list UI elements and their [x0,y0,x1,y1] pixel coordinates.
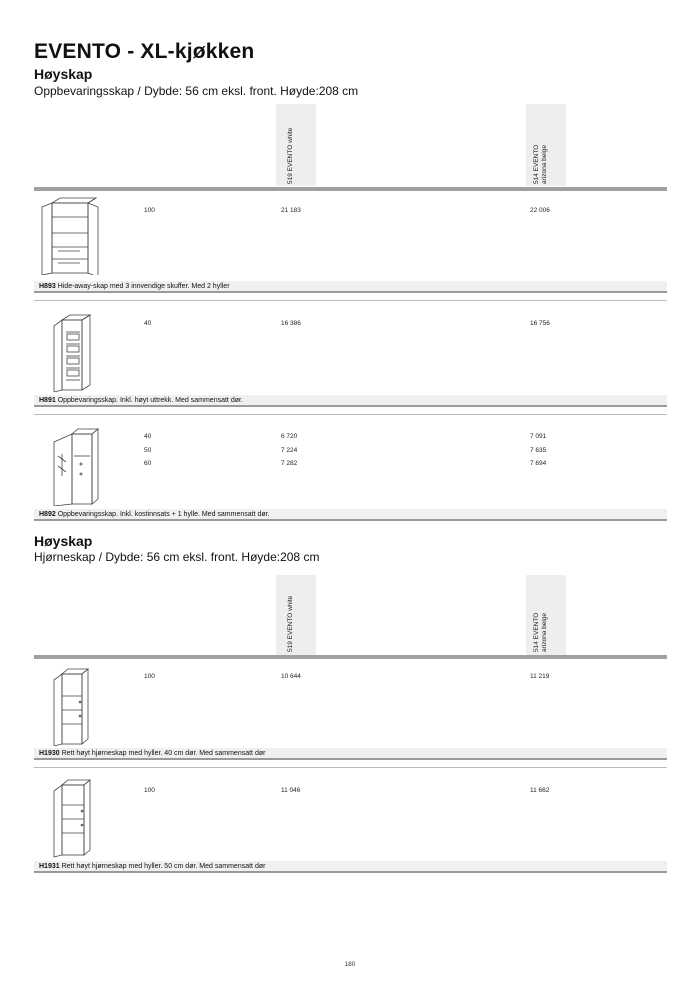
product-code: H1931 [39,863,60,870]
price-beige-cell: 11 219 [530,673,550,680]
product-code: H1930 [39,750,60,757]
product-description: Rett høyt hjørneskap med hyller. 40 cm dør. Med sammensatt dør [61,750,266,757]
cabinet-illustration [36,312,108,392]
cabinet-illustration [36,426,108,506]
width-cell: 40 [144,320,152,327]
price-beige-cell: 22 006 [530,207,550,214]
product-code: H893 [39,283,56,290]
column-header-bg [276,575,316,655]
width-cell: 100 [144,787,155,794]
width-cell: 50 [144,447,152,454]
price-white-cell: 7 224 [281,447,298,454]
price-beige-cell: 16 756 [530,320,550,327]
product-description-bar [34,395,667,407]
product-description: Oppbevaringsskap. Inkl. kostinnsats + 1 hylle. Med sammensatt dør. [57,511,270,518]
column-header-white: 519 EVENTO white [287,595,294,652]
section-subheading: Oppbevaringsskap / Dybde: 56 cm eksl. front. Høyde:208 cm [34,84,359,98]
column-header-bg [276,104,316,186]
price-beige-cell: 7 635 [530,447,547,454]
section-heading: Høyskap [34,533,93,549]
row-divider [34,767,667,768]
product-description-bar [34,748,667,760]
product-code: H891 [39,397,56,404]
price-white-cell: 21 183 [281,207,301,214]
product-description-bar [34,861,667,873]
price-white-cell: 16 386 [281,320,301,327]
price-white-cell: 6 720 [281,433,298,440]
page-title: EVENTO - XL-kjøkken [34,40,255,63]
price-beige-cell: 7 091 [530,433,547,440]
row-divider [34,414,667,415]
price-beige-cell: 11 662 [530,787,550,794]
column-header-beige: 514 EVENTO arizona beige [533,612,548,652]
header-rule [34,187,667,191]
header-rule [34,655,667,659]
price-beige-cell: 7 694 [530,460,547,467]
product-description-bar [34,509,667,521]
width-cell: 40 [144,433,152,440]
section-heading: Høyskap [34,66,93,82]
cabinet-illustration [36,197,108,275]
row-divider [34,300,667,301]
price-white-cell: 7 282 [281,460,298,467]
product-description: Oppbevaringsskap. Inkl. høyt uttrekk. Med sammensatt dør. [57,397,243,404]
width-cell: 100 [144,207,155,214]
width-cell: 100 [144,673,155,680]
section-subheading: Hjørneskap / Dybde: 56 cm eksl. front. Høyde:208 cm [34,550,320,564]
width-cell: 60 [144,460,152,467]
cabinet-illustration [36,779,108,859]
price-white-cell: 11 046 [281,787,301,794]
product-description: Hide-away-skap med 3 innvendige skuffer. Med 2 hyller [57,283,230,290]
product-code: H892 [39,511,56,518]
column-header-beige: 514 EVENTO arizona beige [533,144,548,184]
page-number: 180 [344,961,356,968]
product-description-bar [34,281,667,293]
price-white-cell: 10 644 [281,673,301,680]
column-header-white: 519 EVENTO white [287,127,294,184]
product-description: Rett høyt hjørneskap med hyller. 50 cm dør. Med sammensatt dør [61,863,266,870]
cabinet-illustration [36,666,108,746]
